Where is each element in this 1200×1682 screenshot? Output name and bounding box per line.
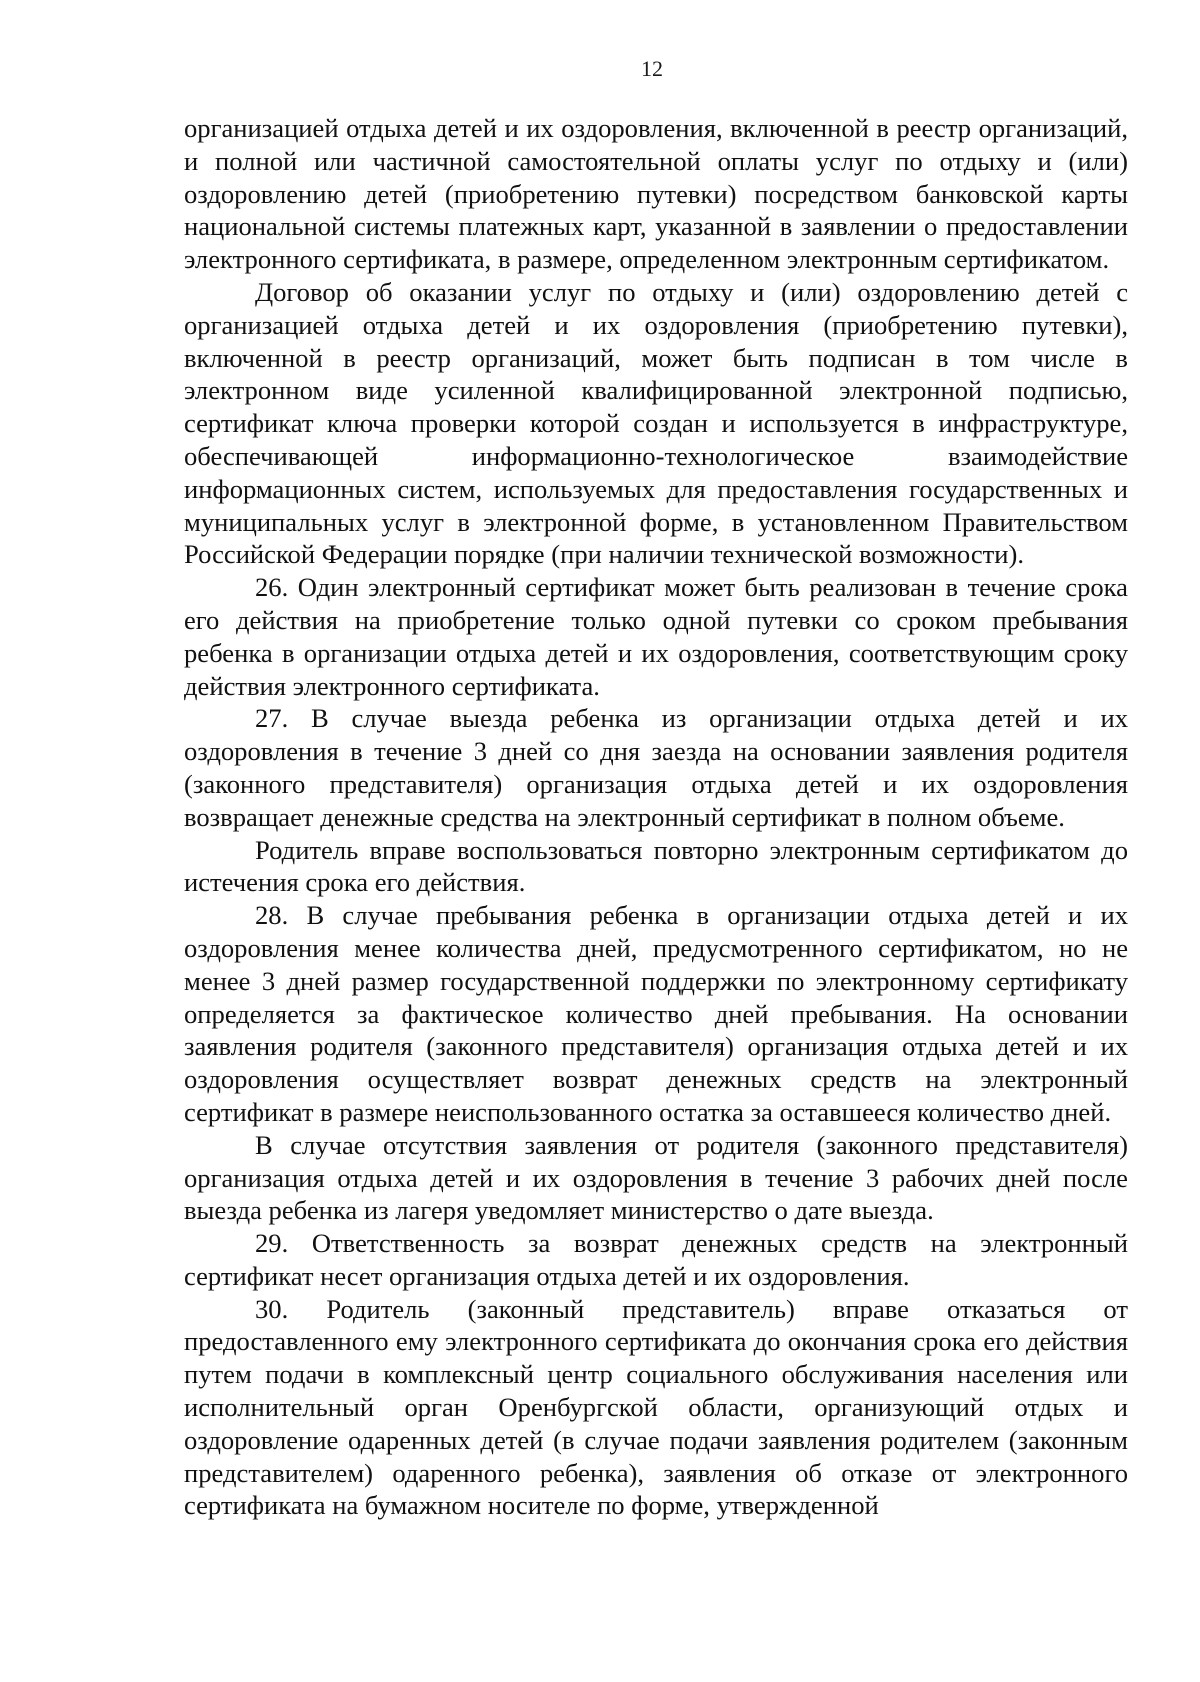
paragraph-28-no-application: В случае отсутствия заявления от родителя (законного представителя) организация отдыха детей и их оздоровления в течение 3 рабочих дней после выезда ребенка из лагеря уведомляет министерство о дате выезда. bbox=[184, 1129, 1128, 1226]
paragraph-27: 27. В случае выезда ребенка из организации отдыха детей и их оздоровления в течение 3 дней со дня заезда на основании заявления родителя (законного представителя) организация отдыха детей и их оздоровления возвращает денежные средства на электронный сертификат в полном объеме. bbox=[184, 703, 1128, 832]
paragraph-30: 30. Родитель (законный представитель) вправе отказаться от предоставленного ему электронного сертификата до окончания срока его действия путем подачи в комплексный центр социального обслуживания населения или исполнительный орган Оренбургской области, организующий отдых и оздоровление одаренных детей (в случае подачи заявления родителем (законным представителем) одаренного ребенка), заявления об отказе от электронного сертификата на бумажном носителе по форме, утвержденной bbox=[184, 1293, 1128, 1521]
paragraph-27-reuse: Родитель вправе воспользоваться повторно электронным сертификатом до истечения срока его действия. bbox=[184, 834, 1128, 898]
page-number: 12 bbox=[641, 56, 663, 81]
paragraph-28: 28. В случае пребывания ребенка в организации отдыха детей и их оздоровления менее количества дней, предусмотренного сертификатом, но не менее 3 дней размер государственной поддержки по электронному сертификату определяется за фактическое количество дней пребывания. На основании заявления родителя (законного представителя) организация отдыха детей и их оздоровления осуществляет возврат денежных средств на электронный сертификат в размере неиспользованного остатка за оставшееся количество дней. bbox=[184, 900, 1128, 1127]
document-body bbox=[184, 112, 1128, 1522]
paragraph-contract-signing: Договор об оказании услуг по отдыху и (или) оздоровлению детей с организацией отдыха детей и их оздоровления (приобретению путевки), включенной в реестр организаций, может быть подписан в том числе в электронном виде усиленной квалифицированной электронной подписью, сертификат ключа проверки которой создан и используется в инфраструктуре, обеспечивающей информационно-технологическое взаимодействие информационных систем, используемых для предоставления государственных и муниципальных услуг в электронной форме, в установленном Правительством Российской Федерации порядке (при наличии технической возможности). bbox=[184, 276, 1128, 570]
paragraph-26: 26. Один электронный сертификат может быть реализован в течение срока его действия на приобретение только одной путевки со сроком пребывания ребенка в организации отдыха детей и их оздоровления, соответствующим сроку действия электронного сертификата. bbox=[184, 572, 1128, 701]
paragraph-29: 29. Ответственность за возврат денежных средств на электронный сертификат несет организация отдыха детей и их оздоровления. bbox=[184, 1228, 1128, 1291]
paragraph-continuation: организацией отдыха детей и их оздоровления, включенной в реестр организаций, и полной или частичной самостоятельной оплаты услуг по отдыху и (или) оздоровлению детей (приобретению путевки) посредством банковской карты национальной системы платежных карт, указанной в заявлении о предоставлении электронного сертификата, в размере, определенном электронным сертификатом. bbox=[184, 113, 1128, 275]
